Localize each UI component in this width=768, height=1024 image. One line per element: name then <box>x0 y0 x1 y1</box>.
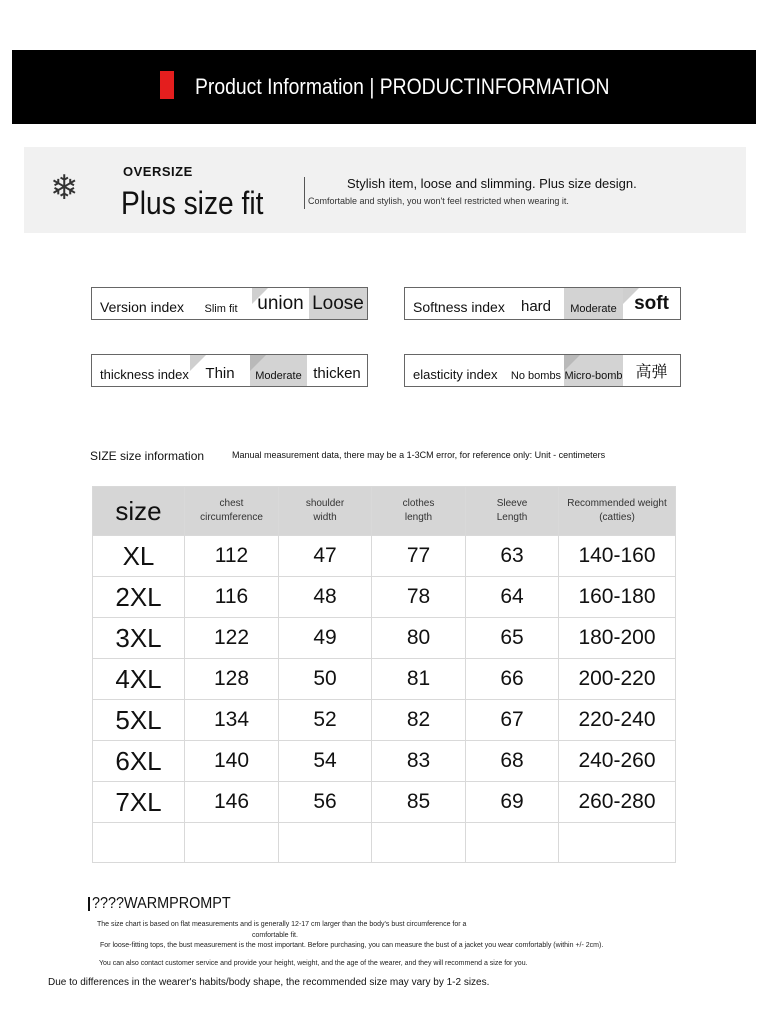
header-title: Product Information | PRODUCTINFORMATION <box>195 74 610 99</box>
size-table <box>92 486 676 863</box>
elasticity-index <box>404 354 681 387</box>
shoulder-cell: 54 <box>279 741 372 782</box>
header-length: clothes length <box>372 487 466 536</box>
empty-cell <box>466 823 559 863</box>
size-table-header <box>93 487 676 536</box>
prompt-line-1: The size chart is based on flat measurements and is generally 12-17 cm larger than the body's bust circumference for a <box>97 921 467 928</box>
sleeve-cell: 64 <box>466 577 559 618</box>
empty-cell <box>279 823 372 863</box>
warm-prompt-title: ????WARMPROMPT <box>92 895 231 912</box>
length-cell: 80 <box>372 618 466 659</box>
table-row <box>93 700 676 741</box>
header-chest: chest circumference <box>185 487 279 536</box>
version-option-slim: Slim fit <box>204 303 238 315</box>
softness-index <box>404 287 681 320</box>
elasticity-option-high: 高弹 <box>635 364 668 381</box>
shoulder-cell: 49 <box>279 618 372 659</box>
weight-cell: 260-280 <box>559 782 676 823</box>
header-shoulder: shoulder width <box>279 487 372 536</box>
sleeve-cell: 65 <box>466 618 559 659</box>
chest-cell: 128 <box>185 659 279 700</box>
thickness-option-moderate: Moderate <box>250 355 307 386</box>
thickness-index <box>91 354 368 387</box>
header-weight: Recommended weight (catties) <box>559 487 676 536</box>
softness-option-hard: hard <box>520 298 552 315</box>
shoulder-cell: 56 <box>279 782 372 823</box>
thickness-option-thicken: thicken <box>313 365 361 382</box>
empty-cell <box>559 823 676 863</box>
sleeve-cell: 69 <box>466 782 559 823</box>
fit-subdescription: Comfortable and stylish, you won't feel restricted when wearing it. <box>308 196 569 206</box>
size-cell: XL <box>93 536 185 577</box>
length-cell: 78 <box>372 577 466 618</box>
sleeve-cell: 68 <box>466 741 559 782</box>
length-cell: 77 <box>372 536 466 577</box>
fit-description: Stylish item, loose and slimming. Plus size design. <box>347 176 637 191</box>
sleeve-cell: 63 <box>466 536 559 577</box>
weight-cell: 240-260 <box>559 741 676 782</box>
version-option-loose: Loose <box>309 288 367 319</box>
size-info-note: Manual measurement data, there may be a 1-3CM error, for reference only: Unit - centimeters <box>232 450 606 460</box>
weight-cell: 160-180 <box>559 577 676 618</box>
table-row <box>93 536 676 577</box>
fit-heading: Plus size fit <box>121 185 264 221</box>
weight-cell: 140-160 <box>559 536 676 577</box>
weight-cell: 180-200 <box>559 618 676 659</box>
prompt-line-1b: comfortable fit. <box>252 932 298 939</box>
chest-cell: 122 <box>185 618 279 659</box>
header-size: size <box>93 487 185 536</box>
empty-cell <box>185 823 279 863</box>
version-index-label: Version index <box>100 299 185 315</box>
chest-cell: 146 <box>185 782 279 823</box>
size-cell: 5XL <box>93 700 185 741</box>
size-cell: 3XL <box>93 618 185 659</box>
size-info-title: SIZE size information <box>90 449 205 463</box>
fit-banner <box>24 147 746 233</box>
chest-cell: 134 <box>185 700 279 741</box>
chest-cell: 112 <box>185 536 279 577</box>
weight-cell: 200-220 <box>559 659 676 700</box>
size-cell: 6XL <box>93 741 185 782</box>
accent-bar <box>160 71 174 99</box>
thickness-option-thin: Thin <box>190 355 250 386</box>
size-variance-note: Due to differences in the wearer's habits/body shape, the recommended size may vary by 1-2 sizes. <box>48 977 490 988</box>
length-cell: 83 <box>372 741 466 782</box>
empty-cell <box>93 823 185 863</box>
size-cell: 2XL <box>93 577 185 618</box>
empty-cell <box>372 823 466 863</box>
chest-cell: 140 <box>185 741 279 782</box>
length-cell: 81 <box>372 659 466 700</box>
product-info-header <box>12 50 756 124</box>
table-row <box>93 741 676 782</box>
shoulder-cell: 50 <box>279 659 372 700</box>
sleeve-cell: 67 <box>466 700 559 741</box>
snowflake-icon: ❄ <box>50 169 79 207</box>
chest-cell: 116 <box>185 577 279 618</box>
softness-index-label: Softness index <box>413 299 505 315</box>
size-cell: 4XL <box>93 659 185 700</box>
softness-option-soft: soft <box>623 288 680 319</box>
softness-option-moderate: Moderate <box>564 288 623 319</box>
shoulder-cell: 52 <box>279 700 372 741</box>
table-row <box>93 618 676 659</box>
length-cell: 85 <box>372 782 466 823</box>
version-index <box>91 287 368 320</box>
elasticity-option-no-bombs: No bombs <box>510 370 562 382</box>
sleeve-cell: 66 <box>466 659 559 700</box>
elasticity-index-label: elasticity index <box>413 367 498 382</box>
elasticity-option-micro-bomb: Micro-bomb <box>564 355 623 386</box>
thickness-index-label: thickness index <box>100 367 189 382</box>
version-option-union: union <box>252 288 309 319</box>
divider <box>304 177 305 209</box>
prompt-line-3: You can also contact customer service and provide your height, weight, and the age of the wearer, and they will recommend a size for you. <box>99 960 528 967</box>
table-row <box>93 782 676 823</box>
prompt-bar <box>88 897 90 911</box>
weight-cell: 220-240 <box>559 700 676 741</box>
prompt-line-2: For loose-fitting tops, the bust measurement is the most important. Before purchasing, you can measure the bust of a jacket you wear comfortably (within +/- 2cm). <box>100 942 604 949</box>
empty-row <box>93 823 676 863</box>
table-row <box>93 659 676 700</box>
table-row <box>93 577 676 618</box>
shoulder-cell: 48 <box>279 577 372 618</box>
size-cell: 7XL <box>93 782 185 823</box>
shoulder-cell: 47 <box>279 536 372 577</box>
header-sleeve: Sleeve Length <box>466 487 559 536</box>
fit-tag: OVERSIZE <box>123 164 193 179</box>
length-cell: 82 <box>372 700 466 741</box>
